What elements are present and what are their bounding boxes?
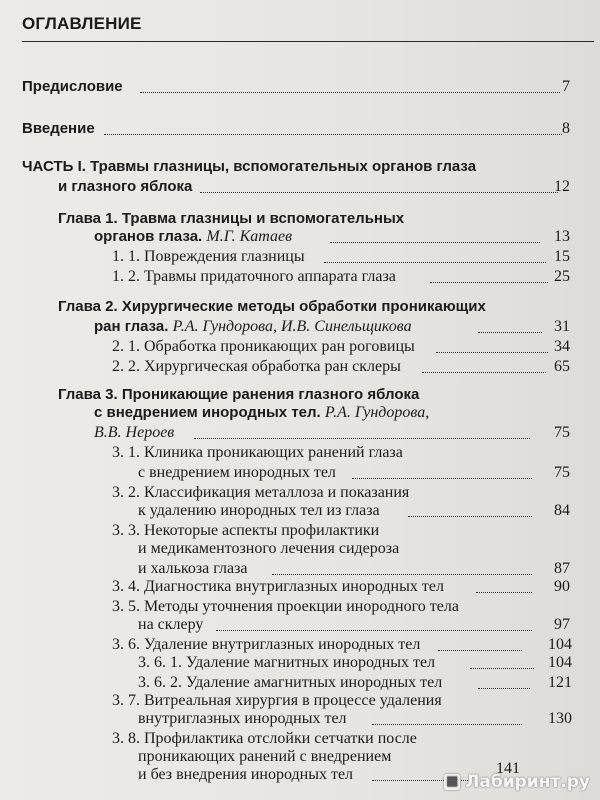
page-number: 13 xyxy=(554,228,570,245)
leader-dots xyxy=(478,687,530,689)
page-title: ОГЛАВЛЕНИЕ xyxy=(22,14,142,33)
chapter-2-authors: Р.А. Гундорова, И.В. Синельщикова xyxy=(172,318,412,335)
page-number: 8 xyxy=(562,120,570,137)
toc-section-3-5-line1: 3. 5. Методы уточнения проекции инородного тела xyxy=(112,598,459,615)
leader-dots xyxy=(200,191,558,193)
page-number: 121 xyxy=(548,674,572,691)
toc-entry-intro: Введение xyxy=(22,120,95,137)
watermark-text: Лабиринт.ру xyxy=(465,772,590,792)
page-number: 97 xyxy=(554,616,570,633)
toc-section-3-6: 3. 6. Удаление внутриглазных инородных тел xyxy=(112,636,421,653)
page-number: 34 xyxy=(554,338,570,355)
toc-section-2-2: 2. 2. Хирургическая обработка ран склеры xyxy=(112,358,401,375)
toc-chapter-3-line2 xyxy=(94,404,429,422)
page-number: 104 xyxy=(548,654,572,671)
toc-section-1-2: 1. 2. Травмы придаточного аппарата глаза xyxy=(112,268,396,285)
leader-dots xyxy=(430,281,548,283)
toc-entry-preface: Предисловие xyxy=(22,78,123,95)
page-number: 90 xyxy=(554,578,570,595)
toc-chapter-1-line2 xyxy=(94,228,292,246)
leader-dots xyxy=(436,351,548,353)
leader-dots xyxy=(352,477,532,479)
toc-section-3-6-2: 3. 6. 2. Удаление амагнитных инородных тел xyxy=(138,674,443,691)
book-icon: ■ xyxy=(446,774,459,789)
toc-section-3-6-1: 3. 6. 1. Удаление магнитных инородных тел xyxy=(138,654,436,671)
leader-dots xyxy=(104,133,562,135)
leader-dots xyxy=(422,371,546,373)
page-number: 75 xyxy=(554,464,570,481)
toc-section-3-4: 3. 4. Диагностика внутриглазных инородных тел xyxy=(112,578,444,595)
page-number: 84 xyxy=(554,502,570,519)
toc-section-1-1: 1. 1. Повреждения глазницы xyxy=(112,248,305,265)
leader-dots xyxy=(408,515,532,517)
toc-section-3-7-line2: внутриглазных инородных тел xyxy=(138,710,347,727)
chapter-1-title-end: органов глаза. xyxy=(94,228,203,245)
toc-section-3-1-line1: 3. 1. Клиника проникающих ранений глаза xyxy=(112,444,403,461)
leader-dots xyxy=(140,91,560,93)
toc-chapter-1-line1: Глава 1. Травма глазницы и вспомогательных xyxy=(58,210,405,227)
toc-section-3-8-line2: проникающих ранений с внедрением xyxy=(138,748,392,765)
chapter-3-author-2: В.В. Нероев xyxy=(94,424,175,441)
toc-section-3-3-line3: и халькоза глаза xyxy=(138,560,248,577)
page-number: 31 xyxy=(554,318,570,335)
toc-section-3-3-line2: и медикаментозного лечения сидероза xyxy=(138,540,400,557)
toc-chapter-2-line1: Глава 2. Хирургические методы обработки проникающих xyxy=(58,298,486,315)
leader-dots xyxy=(330,241,540,243)
leader-dots xyxy=(478,331,542,333)
toc-part-1-line2: и глазного яблока xyxy=(58,178,193,195)
leader-dots xyxy=(470,667,534,669)
page-number: 7 xyxy=(562,78,570,95)
leader-dots xyxy=(324,261,546,263)
toc-section-3-2-line1: 3. 2. Классификация металлоза и показания xyxy=(112,484,410,501)
page-number: 130 xyxy=(548,710,572,727)
page-number: 141 xyxy=(496,760,520,777)
page-number: 25 xyxy=(554,268,570,285)
leader-dots xyxy=(438,649,522,651)
page-number: 87 xyxy=(554,560,570,577)
page-number: 104 xyxy=(548,636,572,653)
chapter-3-title-end: с внедрением инородных тел. xyxy=(94,404,321,421)
toc-section-3-2-line2: к удалению инородных тел из глаза xyxy=(138,502,380,519)
toc-section-3-3-line1: 3. 3. Некоторые аспекты профилактики xyxy=(112,522,380,539)
page-number: 75 xyxy=(554,424,570,441)
chapter-3-author-1: Р.А. Гундорова, xyxy=(324,404,430,421)
toc-section-3-8-line3: и без внедрения инородных тел xyxy=(138,766,354,783)
leader-dots xyxy=(194,437,530,439)
leader-dots xyxy=(272,573,532,575)
leader-dots xyxy=(372,723,522,725)
leader-dots xyxy=(476,591,532,593)
toc-part-1-line1: ЧАСТЬ I. Травмы глазницы, вспомогательных органов глаза xyxy=(22,158,477,175)
toc-section-3-7-line1: 3. 7. Витреальная хирургия в процессе удаления xyxy=(112,692,442,709)
leader-dots xyxy=(216,629,532,631)
page-number: 15 xyxy=(554,248,570,265)
toc-chapter-2-line2 xyxy=(94,318,412,336)
chapter-2-title-end: ран глаза. xyxy=(94,318,169,335)
toc-section-3-1-line2: с внедрением инородных тел xyxy=(138,464,336,481)
toc-section-2-1: 2. 1. Обработка проникающих ран роговицы xyxy=(112,338,415,355)
toc-chapter-3-line1: Глава 3. Проникающие ранения глазного яблока xyxy=(58,386,420,403)
title-rule xyxy=(22,41,594,42)
labirint-watermark xyxy=(444,772,590,792)
toc-section-3-8-line1: 3. 8. Профилактика отслойки сетчатки после xyxy=(112,730,417,747)
toc-section-3-5-line2: на склеру xyxy=(138,616,204,633)
page-number: 65 xyxy=(554,358,570,375)
chapter-1-author: М.Г. Катаев xyxy=(206,228,293,245)
page-number: 12 xyxy=(554,178,570,195)
